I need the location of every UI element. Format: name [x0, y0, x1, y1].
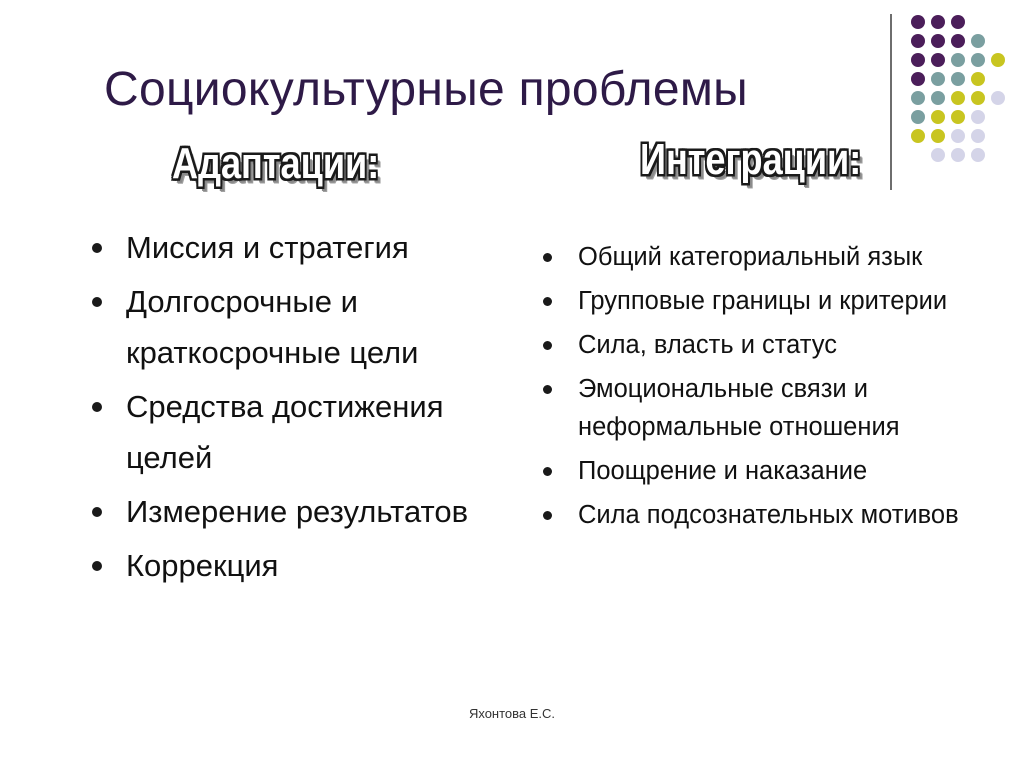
list-item: Поощрение и наказание: [540, 452, 1010, 490]
decorative-dot: [931, 91, 945, 105]
decorative-dot: [931, 110, 945, 124]
decorative-dot: [951, 129, 965, 143]
decorative-dot: [931, 53, 945, 67]
decorative-dot: [991, 53, 1005, 67]
decorative-dot: [911, 15, 925, 29]
list-item: Общий категориальный язык: [540, 238, 1010, 276]
decorative-dot: [951, 53, 965, 67]
decorative-dot: [911, 72, 925, 86]
decorative-dot: [971, 72, 985, 86]
list-item: Измерение результатов: [88, 486, 508, 537]
decorative-dot: [951, 110, 965, 124]
decorative-dot: [911, 34, 925, 48]
decorative-dot: [931, 148, 945, 162]
decorative-dot: [931, 15, 945, 29]
subtitle-integration: Интеграции:: [640, 136, 862, 185]
decorative-dot: [911, 110, 925, 124]
list-item: Сила подсознательных мотивов: [540, 496, 1010, 534]
list-item: Эмоциональные связи и неформальные отношения: [540, 370, 1010, 446]
slide-title: Социокультурные проблемы: [104, 63, 748, 116]
list-item: Долгосрочные и краткосрочные цели: [88, 276, 508, 378]
decorative-dot: [991, 91, 1005, 105]
decorative-dot: [951, 72, 965, 86]
list-item: Сила, власть и статус: [540, 326, 1010, 364]
list-item: Групповые границы и критерии: [540, 282, 1010, 320]
list-item: Коррекция: [88, 540, 508, 591]
decorative-dot: [951, 148, 965, 162]
decorative-dot: [971, 148, 985, 162]
decorative-dot: [931, 72, 945, 86]
decorative-dot: [911, 129, 925, 143]
list-item: Миссия и стратегия: [88, 222, 508, 273]
footer-author: Яхонтова Е.С.: [468, 706, 556, 721]
subtitle-adaptation: Адаптации:: [172, 140, 380, 189]
integration-list: [540, 238, 1010, 540]
decorative-dot: [951, 34, 965, 48]
decorative-dot: [931, 129, 945, 143]
decorative-dot: [911, 91, 925, 105]
decorative-dot: [971, 91, 985, 105]
list-item: Средства достижения целей: [88, 381, 508, 483]
decorative-dot: [951, 15, 965, 29]
decorative-dot: [951, 91, 965, 105]
decorative-dot: [931, 34, 945, 48]
decorative-dot: [971, 34, 985, 48]
decorative-divider-line: [890, 14, 892, 190]
decorative-dot: [911, 53, 925, 67]
decorative-dot: [971, 110, 985, 124]
decorative-dot: [971, 129, 985, 143]
decorative-dot: [971, 53, 985, 67]
adaptation-list: [88, 222, 508, 594]
